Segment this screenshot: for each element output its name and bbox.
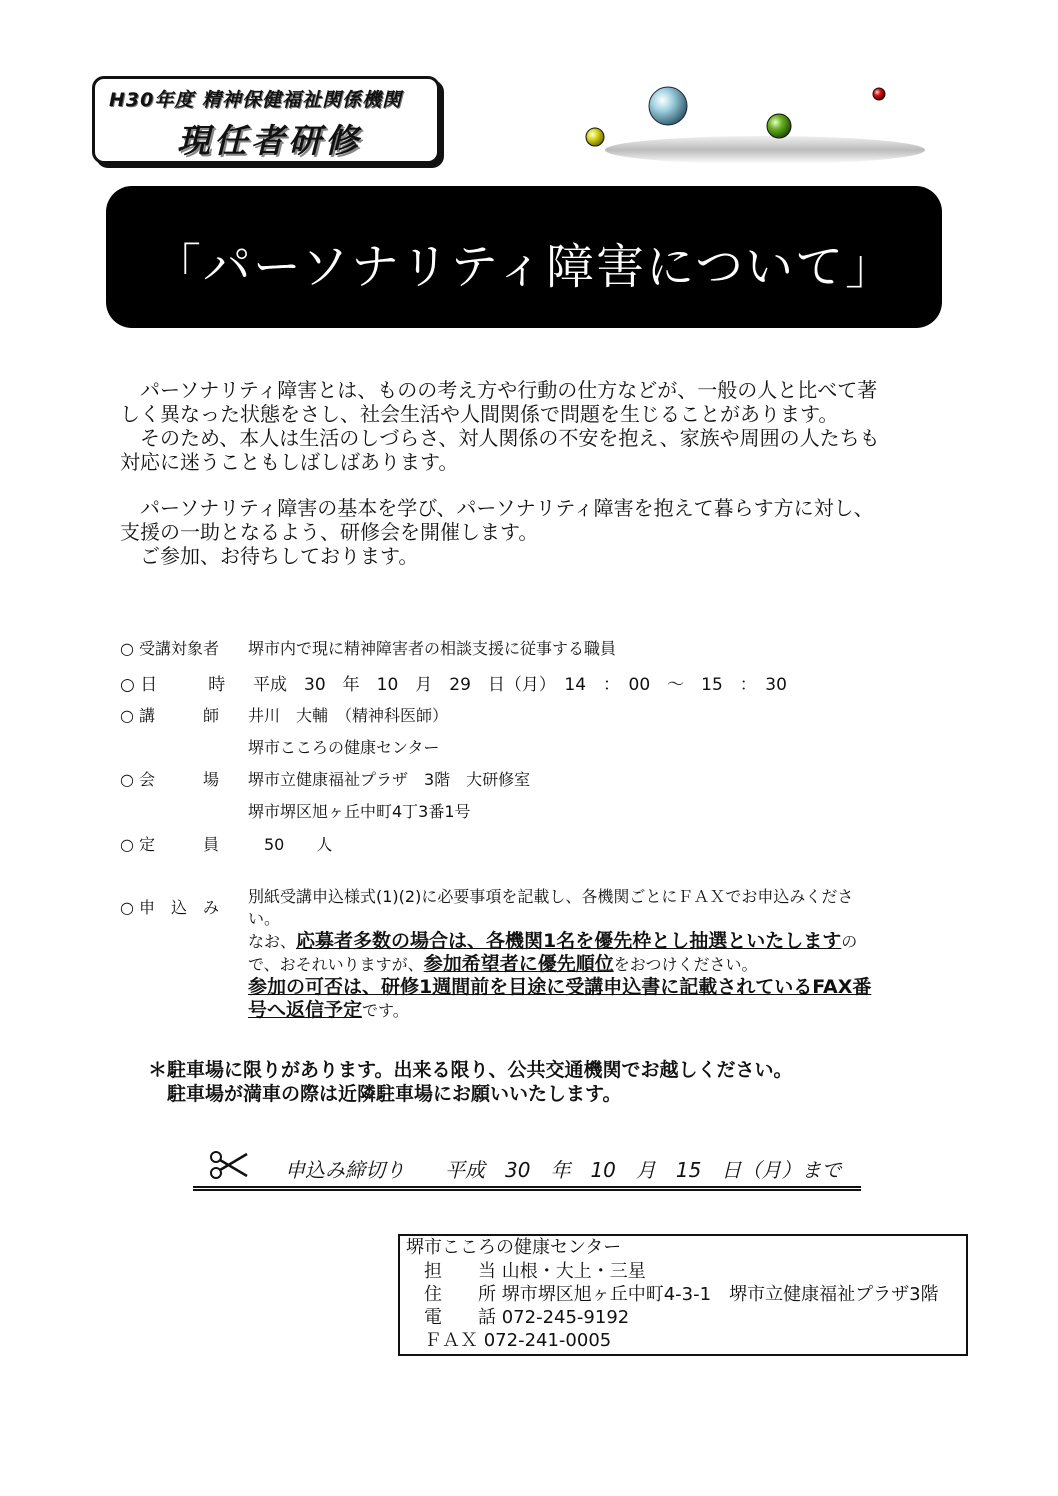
apply-line: なお、応募者多数の場合は、各機関1名を優先枠とし抽選といたしますの (248, 930, 858, 952)
intro-line: そのため、本人は生活のしづらさ、対人関係の不安を抱え、家族や周囲の人たちも (120, 426, 880, 450)
date-label: ○ 日 時 (120, 675, 226, 695)
date-value: 平成 30 年 10 月 29 日（月） 14 ： 00 ～ 15 ： 30 (253, 675, 787, 695)
target-label: ○ 受講対象者 (120, 639, 220, 658)
lecturer-value: 井川 大輔 （精神科医師） (248, 706, 449, 725)
intro-line: 対応に迷うこともしばしばあります。 (120, 450, 459, 474)
intro-line: ご参加、お待ちしております。 (120, 544, 419, 568)
lecturer-org: 堺市こころの健康センター (248, 738, 440, 757)
intro-paragraph-1 (120, 378, 950, 474)
contact-org: 堺市こころの健康センター (406, 1237, 622, 1258)
venue-value: 堺市立健康福祉プラザ 3階 大研修室 (248, 770, 531, 789)
capacity-value: 50 人 (248, 835, 333, 854)
capacity-label: ○ 定 員 (120, 835, 220, 854)
parking-line: ＊駐車場に限りがあります。出来る限り、公共交通機関でお越しください。 (148, 1059, 793, 1081)
venue-label: ○ 会 場 (120, 770, 220, 789)
header-title: 現任者研修 (177, 121, 362, 160)
apply-label: ○ 申 込 み (120, 898, 220, 917)
priority-order-note: 参加希望者に優先順位 (423, 953, 614, 975)
target-value: 堺市内で現に精神障害者の相談支援に従事する職員 (248, 639, 617, 658)
contact-box (398, 1234, 968, 1356)
reply-note: 参加の可否は、研修1週間前を目途に受講申込書に記載されているFAX番 (248, 976, 872, 998)
title-banner (106, 186, 942, 328)
intro-line: しく異なった状態をさし、社会生活や人間関係で問題を生じることがあります。 (120, 402, 839, 426)
lecturer-label: ○ 講 師 (120, 706, 220, 725)
apply-line: い。 (248, 909, 281, 928)
contact-fax: ＦＡＸ 072-241-0005 (406, 1330, 612, 1351)
header-subtitle: H30年度 精神保健福祉関係機関 (109, 89, 402, 111)
apply-line (248, 976, 968, 999)
contact-staff: 担 当 山根・大上・三星 (406, 1261, 646, 1282)
venue-address: 堺市堺区旭ヶ丘中町4丁3番1号 (248, 802, 471, 821)
contact-address: 住 所 堺市堺区旭ヶ丘中町4-3-1 堺市立健康福祉プラザ3階 (406, 1284, 939, 1305)
contact-phone: 電 話 072-245-9192 (406, 1307, 630, 1328)
intro-paragraph-2 (120, 496, 950, 568)
decorative-balls-image (575, 70, 975, 180)
intro-line: パーソナリティ障害の基本を学び、パーソナリティ障害を抱えて暮らす方に対し、 (120, 496, 874, 520)
header-box (92, 76, 440, 164)
intro-line: 支援の一助となるよう、研修会を開催します。 (120, 520, 539, 544)
apply-text-block (248, 886, 968, 1022)
page-title: 「パーソナリティ障害について」 (152, 239, 896, 295)
apply-line: 別紙受講申込様式(1)(2)に必要事項を記載し、各機関ごとにＦＡＸでお申込みくださ (248, 887, 854, 906)
deadline-banner (193, 1148, 861, 1191)
apply-line: 号へ返信予定です。 (248, 999, 409, 1021)
deadline-text: 申込み締切り 平成 30 年 10 月 15 日（月）まで (285, 1158, 842, 1182)
scissors-icon (209, 1150, 249, 1180)
parking-note (148, 1058, 948, 1106)
priority-note: 応募者多数の場合は、各機関1名を優先枠とし抽選といたします (296, 930, 842, 952)
intro-line: パーソナリティ障害とは、ものの考え方や行動の仕方などが、一般の人と比べて著 (120, 378, 878, 402)
apply-line: で、おそれいりますが、参加希望者に優先順位をおつけください。 (248, 953, 758, 975)
parking-line: 駐車場が満車の際は近隣駐車場にお願いいたします。 (148, 1083, 622, 1105)
